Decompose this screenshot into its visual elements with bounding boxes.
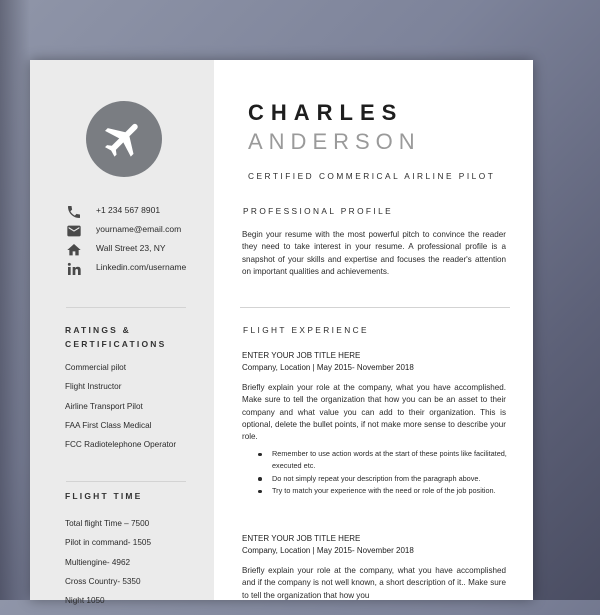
main-divider [240,307,510,308]
entry-bullets [258,448,508,498]
airplane-icon [101,116,147,162]
flight-time-list [65,519,151,615]
sidebar [30,60,214,606]
entry-subtitle: Company, Location | May 2015- November 2018 [242,363,414,372]
linkedin-icon [66,261,82,277]
list-item: Airline Transport Pilot [65,401,143,411]
bullet-item: Do not simply repeat your description from the paragraph above. [258,473,508,485]
ratings-heading [65,323,166,351]
last-name: ANDERSON [248,129,421,154]
avatar [86,101,162,177]
list-item: FAA First Class Medical [65,420,152,430]
entry-description: Briefly explain your role at the company, what you have accomplished. Make sure to tell the organization that how you can be an asset to their company and what value you can add to their organization. This is optional, delete the bullet points, if not make more sense to describe your role. [242,383,506,442]
bullet-item: Try to match your experience with the need or role of the job position. [258,485,508,497]
phone-icon [66,204,82,220]
list-item: Multiengine- 4962 [65,557,131,567]
ratings-list [65,363,176,459]
list-item: Cross Country- 5350 [65,576,141,586]
list-item: Flight Instructor [65,382,122,392]
ratings-heading-line2: CERTIFICATIONS [65,339,167,349]
entry-subtitle: Company, Location | May 2015- November 2018 [242,546,414,555]
resume-page [30,60,533,606]
list-item: Pilot in command- 1505 [65,538,152,548]
experience-heading: FLIGHT EXPERIENCE [243,325,369,335]
list-item: FCC Radiotelephone Operator [65,440,177,450]
linkedin-text: Linkedin.com/username [96,262,187,272]
entry-title: ENTER YOUR JOB TITLE HERE [242,351,361,360]
background-shadow [0,0,30,600]
profile-heading: PROFESSIONAL PROFILE [243,206,394,216]
sidebar-divider [66,307,186,308]
home-icon [66,242,82,258]
ratings-heading-line1: RATINGS & [65,325,131,335]
address-text: Wall Street 23, NY [96,243,166,253]
list-item: Total flight Time – 7500 [65,519,150,528]
entry-title: ENTER YOUR JOB TITLE HERE [242,534,361,543]
list-item: Night 1050 [65,596,105,606]
phone-text: +1 234 567 8901 [96,205,161,215]
list-item: Commercial pilot [65,363,126,372]
email-text: yourname@email.com [96,224,182,234]
job-title: CERTIFIED COMMERICAL AIRLINE PILOT [248,171,496,181]
flight-time-heading: FLIGHT TIME [65,491,143,501]
first-name: CHARLES [248,100,404,125]
entry-description: Briefly explain your role at the company, what you have accomplished and if the company is not well known, a short description of it.. Make sure to tell the organization that how you [242,566,506,600]
profile-text: Begin your resume with the most powerful pitch to convince the reader they need to take interest in your resume. A professional profile is a snapshot of your skills and expertise and focuses the reader's attention on important qualities and achievements. [242,230,506,276]
sidebar-divider [66,481,186,482]
email-icon [66,223,82,239]
bullet-item: Remember to use action words at the start of these points like facilitated, executed etc. [258,448,508,473]
